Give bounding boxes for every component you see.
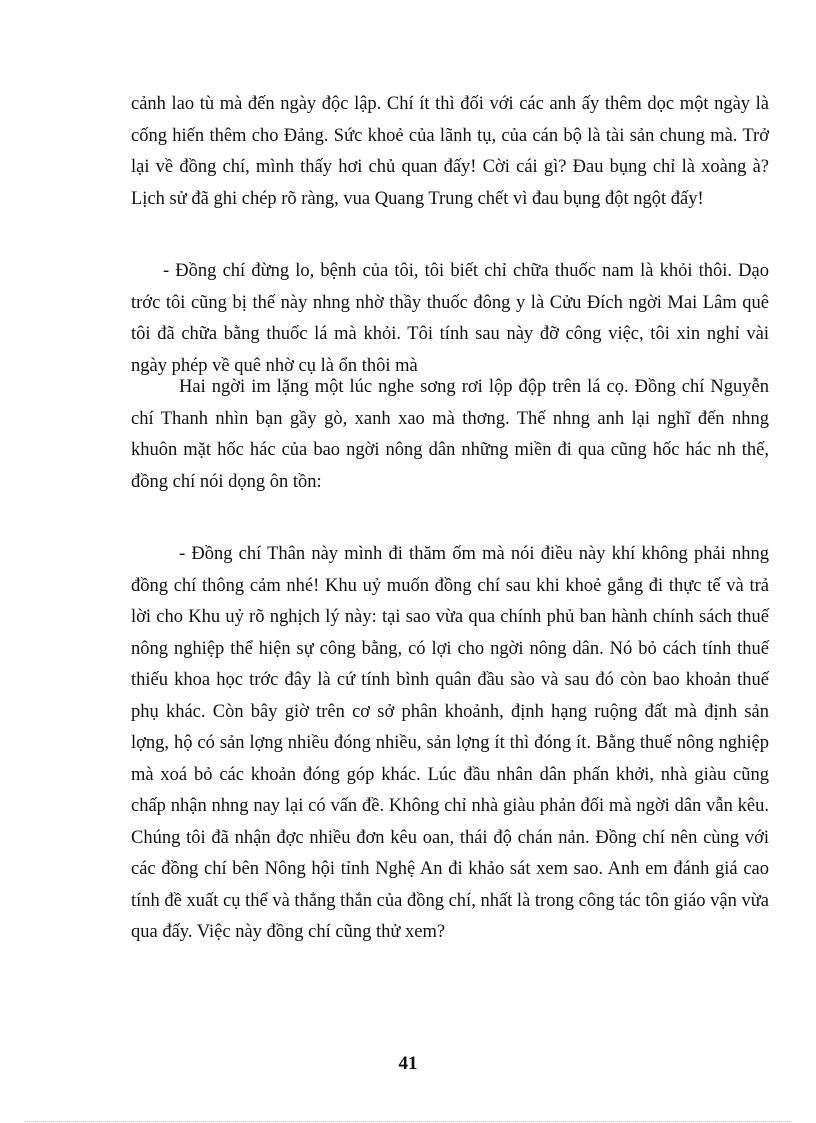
page-number: 41 — [398, 1053, 418, 1074]
page-bottom-divider — [24, 1121, 792, 1122]
paragraph-1: cảnh lao tù mà đến ngày độc lập. Chí ít thì đối với các anh ấy thêm dọc một ngày là cống hiến thêm cho Đảng. Sức khoẻ của lãnh tụ, của cán bộ là tài sản chung mà. Trở lại về đồng chí, mình thấy hơi chủ quan đấy! Cời cái gì? Đau bụng chỉ là xoàng à? Lịch sử đã ghi chép rõ ràng, vua Quang Trung chết vì đau bụng đột ngột đấy! — [131, 94, 769, 209]
paragraph-2: - Đồng chí đừng lo, bệnh của tôi, tôi biết chỉ chữa thuốc nam là khỏi thôi. Dạo trớc tôi cũng bị thế này nhng nhờ thầy thuốc đông y là Cửu Đích ngời Mai Lâm quê tôi đã chữa bằng thuốc lá mà khỏi. Tôi tính sau này đỡ công việc, tôi xin nghỉ vài ngày phép về quê nhờ cụ là ổn thôi mà — [131, 261, 769, 376]
paragraph-3: Hai ngời im lặng một lúc nghe sơng rơi lộp độp trên lá cọ. Đồng chí Nguyễn chí Thanh nhìn bạn gầy gò, xanh xao mà thơng. Thế nhng anh lại nghĩ đến nhng khuôn mặt hốc hác của bao ngời nông dân những miền đi qua cũng hốc hác nh thế, đồng chí nói dọng ôn tồn: — [131, 377, 769, 492]
paragraph-4: - Đồng chí Thân này mình đi thăm ốm mà nói điều này khí không phải nhng đồng chí thông cảm nhé! Khu uỷ muốn đồng chí sau khi khoẻ gắng đi thực tế và trả lời cho Khu uỷ rõ nghịch lý này: tại sao vừa qua chính phủ ban hành chính sách thuế nông nghiệp thể hiện sự công bằng, có lợi cho ngời nông dân. Nó bỏ cách tính thuế thiếu khoa học trớc đây là cứ tính bình quân đầu sào và sau đó còn bao khoản thuế phụ khác. Còn bây giờ trên cơ sở phân khoảnh, định hạng ruộng đất mà định sản lợng, hộ có sản lợng nhiều đóng nhiều, sản lợng ít thì đóng ít. Bằng thuế nông nghiệp mà xoá bỏ các khoản đóng góp khác. Lúc đầu nhân dân phấn khởi, nhà giàu cũng chấp nhận nhng nay lại có vấn đề. Không chỉ nhà giàu phản đối mà ngời dân vẫn kêu. Chúng tôi đã nhận đợc nhiều đơn kêu oan, thái độ chán nản. Đồng chí nên cùng với các đồng chí bên Nông hội tỉnh Nghệ An đi khảo sát xem sao. Anh em đánh giá cao tính đề xuất cụ thể và thẳng thắn của đồng chí, nhất là trong công tác tôn giáo vận vừa qua đấy. Việc này đồng chí cũng thử xem? — [131, 544, 769, 942]
